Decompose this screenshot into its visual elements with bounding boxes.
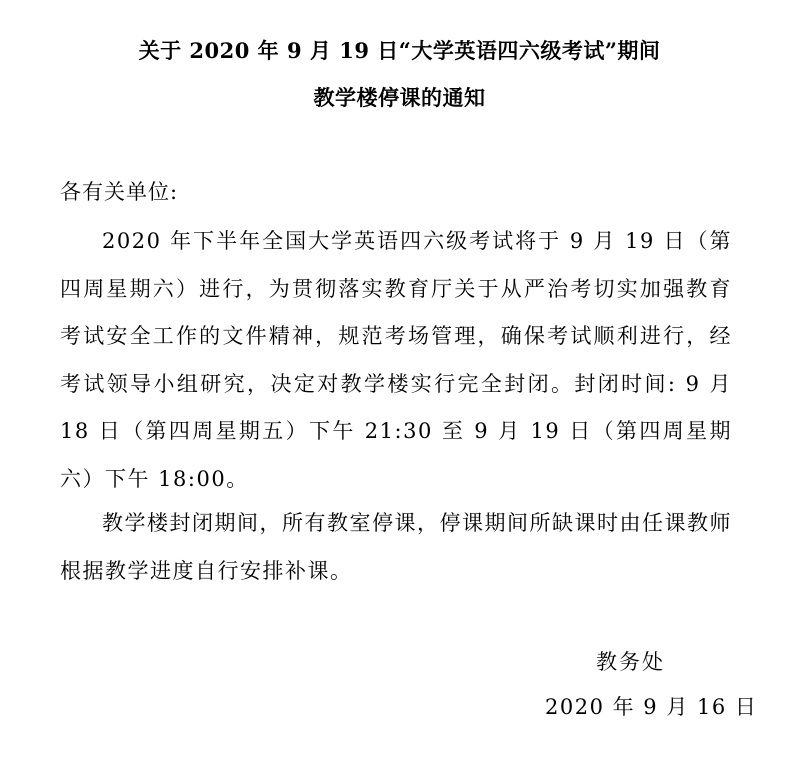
signature-date: 2020 年 9 月 16 日 xyxy=(545,695,758,719)
salutation: 各有关单位: xyxy=(60,180,179,204)
notice-title-line-1: 关于 2020 年 9 月 19 日“大学英语四六级考试”期间 xyxy=(138,38,661,63)
signature-issuer: 教务处 xyxy=(596,650,665,674)
notice-title-line-2: 教学楼停课的通知 xyxy=(313,85,486,110)
body-paragraph-2: 教学楼封闭期间，所有教室停课，停课期间所缺课时由任课教师根据教学进度自行安排补课。 xyxy=(60,511,732,583)
body-paragraph-1: 2020 年下半年全国大学英语四六级考试将于 9 月 19 日（第四周星期六）进行，为贯彻落实教育厅关于从严治考切实加强教育考试安全工作的文件精神，规范考场管理，确保考试顺利进行，经考试领导小组研究，决定对教学楼实行完全封闭。封闭时间: 9 月 18 日（第四周星期五）下午 21:30 至 9 月 19 日（第四周星期六）下午 18:00。 xyxy=(60,229,732,491)
